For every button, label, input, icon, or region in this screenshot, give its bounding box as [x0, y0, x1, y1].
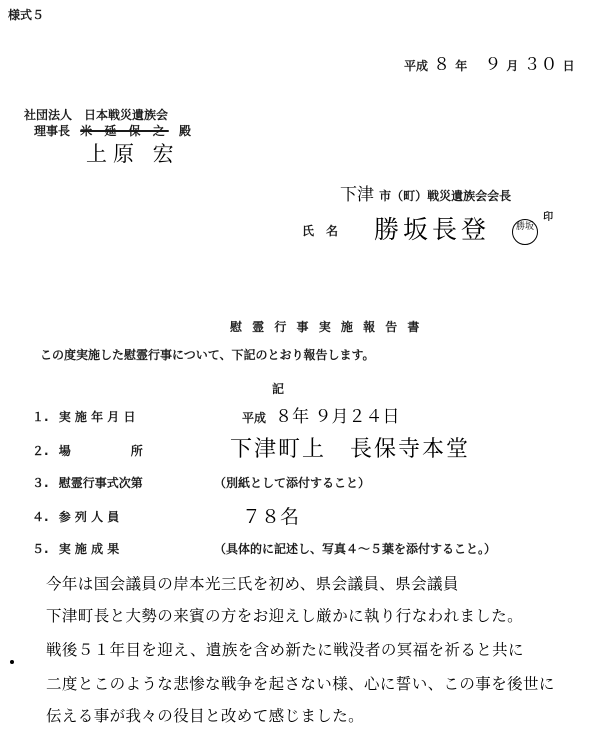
- sender-handwritten-name: 勝坂長登: [374, 215, 491, 244]
- document-title: 慰 霊 行 事 実 施 報 告 書: [230, 320, 423, 334]
- item-3-printed: （別紙として添付すること）: [214, 476, 371, 490]
- item-5-label-line: [32, 540, 119, 557]
- item-2-label-line: [32, 442, 143, 459]
- body-line-5: 伝える事が我々の役目と改めて感じました。: [46, 707, 365, 725]
- item-2-number: ２.: [32, 444, 49, 458]
- recipient-honorific: 殿: [178, 124, 191, 138]
- item-4-handwritten: ７８名: [242, 506, 300, 528]
- item-5-printed: （具体的に記述し、写真４～５葉を添付すること。）: [214, 542, 497, 556]
- item-3-label-line: [32, 474, 143, 491]
- sender-name-label: 氏 名: [302, 224, 339, 238]
- item-1-handwritten: ８年 ９月２４日: [275, 407, 400, 427]
- seal-stamp: 勝坂: [512, 219, 538, 245]
- body-line-4: 二度とこのような悲惨な戦争を起さない様、心に誓い、この事を後世に: [46, 675, 555, 693]
- sender-seal: [512, 214, 553, 245]
- sender-city: 下津: [340, 185, 374, 205]
- item-1-number: １.: [32, 410, 49, 424]
- ink-dot: [10, 660, 14, 664]
- recipient-title: 理事長: [34, 124, 71, 138]
- item-4-label: 参 列 人 員: [58, 510, 120, 524]
- item-4-number: ４.: [32, 510, 49, 524]
- date-year: ８: [433, 55, 451, 75]
- item-3-label: 慰霊行事式次第: [58, 476, 143, 490]
- item-5-label: 実 施 成 果: [58, 542, 120, 556]
- item-1-value: [242, 402, 400, 427]
- ki-heading: 記: [272, 382, 285, 396]
- date-day-unit: 日: [562, 59, 575, 73]
- date-month-unit: 月: [506, 59, 519, 73]
- item-2-handwritten: 下津町上 長保寺本堂: [230, 437, 471, 462]
- date-year-unit: 年: [455, 59, 468, 73]
- item-2-label: 場 所: [58, 444, 143, 458]
- intro-text: この度実施した慰霊行事について、下記のとおり報告します。: [40, 348, 375, 362]
- body-line-2: 下津町長と大勢の来賓の方をお迎えし厳かに執り行なわれました。: [46, 607, 524, 625]
- recipient-org: 社団法人 日本戦災遺族会: [24, 108, 169, 122]
- recipient-crossed-name: 米 延 保 之: [80, 124, 169, 138]
- body-line-3: 戦後５１年目を迎え、遺族を含め新たに戦没者の冥福を祈ると共に: [46, 641, 524, 659]
- recipient-title-line: [34, 122, 191, 139]
- item-4-label-line: [32, 508, 119, 525]
- seal-suffix: 印: [543, 212, 554, 223]
- date-era: 平成: [404, 59, 429, 73]
- sender-org-suffix: 市（町）戦災遺族会会長: [379, 189, 512, 203]
- item-1-label: 実 施 年 月 日: [58, 410, 136, 424]
- recipient-handwritten-name: 上原 宏: [86, 142, 180, 166]
- date-month: ９: [484, 55, 502, 75]
- item-3-number: ３.: [32, 476, 49, 490]
- date-day: ３０: [523, 55, 558, 75]
- form-id: 様式５: [8, 8, 45, 22]
- item-1-label-line: [32, 408, 135, 425]
- sender-org-line: [340, 180, 511, 205]
- item-1-printed: 平成: [242, 411, 267, 425]
- document-date: [404, 50, 575, 75]
- item-5-number: ５.: [32, 542, 49, 556]
- body-line-1: 今年は国会議員の岸本光三氏を初め、県会議員、県会議員: [46, 575, 459, 593]
